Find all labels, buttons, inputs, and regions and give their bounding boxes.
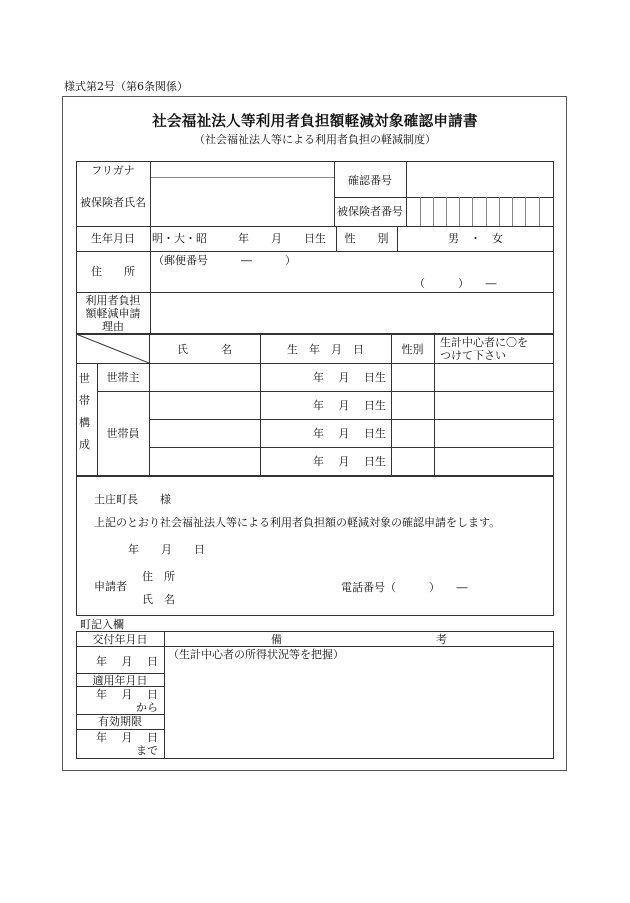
form-title: 社会福祉法人等利用者負担額軽減対象確認申請書 xyxy=(152,113,478,130)
issue-date-ymd: 年 月 日 xyxy=(96,655,158,668)
reason-field[interactable] xyxy=(152,294,552,332)
household-head-label: 世帯主 xyxy=(106,371,140,384)
sex-options[interactable]: 男 ・ 女 xyxy=(448,232,503,245)
apply-date-ymd: 年 月 日 xyxy=(96,688,158,701)
apply-date-label: 適用年月日 xyxy=(92,674,148,687)
addressee: 土庄町長 様 xyxy=(94,493,171,506)
row3-name-field[interactable] xyxy=(150,420,259,447)
declaration-statement: 上記のとおり社会福祉法人等による利用者負担額の軽減対象の確認申請をします。 xyxy=(94,516,501,529)
sex-label: 性 別 xyxy=(344,232,389,245)
applicant-label: 申請者 xyxy=(94,580,127,593)
insured-number-field[interactable] xyxy=(408,199,552,225)
confirm-number-field[interactable] xyxy=(408,163,552,196)
furigana-field[interactable] xyxy=(152,163,332,176)
office-section-label: 町記入欄 xyxy=(80,618,124,631)
form-reference: 様式第2号（第6条関係） xyxy=(64,80,188,93)
row1-name-field[interactable] xyxy=(150,364,259,391)
row1-birth-date: 年 月 日生 xyxy=(313,371,386,384)
birth-era-options[interactable]: 明・大・昭 xyxy=(152,232,207,245)
applicant-phone-field[interactable]: 電話番号（ ） ― xyxy=(341,581,468,594)
insured-name-field[interactable] xyxy=(152,179,332,225)
valid-until-label: 有効期限 xyxy=(98,715,142,728)
side-label-char-3: 構 xyxy=(79,416,90,429)
postal-code-field[interactable]: （郵便番号 ― ） xyxy=(153,254,296,267)
side-label-char-2: 帯 xyxy=(79,394,90,407)
header-diagonal-line xyxy=(76,334,149,363)
address-label: 住 所 xyxy=(91,265,135,278)
birth-date-label: 生年月日 xyxy=(91,232,135,245)
apply-from: から xyxy=(136,701,158,714)
issue-date-label: 交付年月日 xyxy=(92,633,148,646)
form-subtitle: （社会福祉法人等による利用者負担の軽減制度） xyxy=(194,133,436,146)
valid-until-suffix: まで xyxy=(136,744,158,757)
applicant-address-label: 住 所 xyxy=(142,570,175,583)
household-members-label: 世帯員 xyxy=(106,427,140,440)
application-date[interactable]: 年 月 日 xyxy=(128,543,205,556)
side-label-char-1: 世 xyxy=(79,372,90,385)
row4-birth-date: 年 月 日生 xyxy=(313,455,386,468)
reason-label-line1: 利用者負担 xyxy=(85,294,141,307)
row2-birth-date: 年 月 日生 xyxy=(313,399,386,412)
remarks-note: （生計中心者の所得状況等を把握） xyxy=(168,648,344,661)
valid-until-ymd: 年 月 日 xyxy=(96,731,158,744)
row4-name-field[interactable] xyxy=(150,448,259,475)
col-sex-header: 性別 xyxy=(401,343,424,356)
confirm-number-label: 確認番号 xyxy=(348,174,392,187)
side-label-char-4: 成 xyxy=(79,438,90,451)
remarks-field[interactable] xyxy=(166,662,552,758)
birth-date-ymd: 年 月 日生 xyxy=(238,232,326,245)
insured-name-label: 被保険者氏名 xyxy=(80,196,146,209)
applicant-name-label: 氏 名 xyxy=(142,593,175,606)
col-name-header: 氏 名 xyxy=(177,343,232,356)
reason-label-line2: 額軽減申請 xyxy=(85,307,141,320)
phone-field[interactable]: （ ） ― xyxy=(414,277,497,290)
reason-label-line3: 理由 xyxy=(102,320,124,333)
row2-name-field[interactable] xyxy=(150,392,259,419)
col-earner-header-line1: 生計中心者に〇を xyxy=(440,336,528,349)
col-birth-header: 生 年 月 日 xyxy=(287,343,364,356)
row3-birth-date: 年 月 日生 xyxy=(313,427,386,440)
insured-number-label: 被保険者番号 xyxy=(337,205,403,218)
col-earner-header-line2: つけて下さい xyxy=(440,349,506,362)
remarks-header: 備 考 xyxy=(271,633,447,646)
furigana-label: フリガナ xyxy=(91,164,135,177)
